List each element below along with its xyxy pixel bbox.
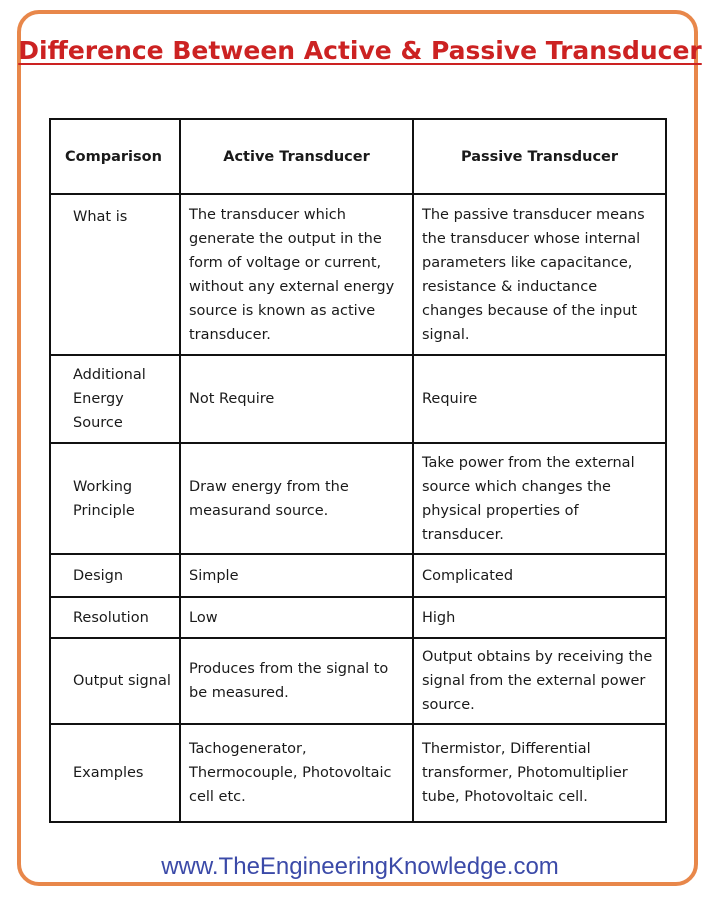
row-label: Output signal <box>50 638 180 724</box>
page-title: Difference Between Active & Passive Transducer <box>18 36 702 65</box>
row-label: Working Principle <box>50 443 180 554</box>
active-cell: Draw energy from the measurand source. <box>180 443 413 554</box>
table-row <box>50 443 666 554</box>
passive-cell: Thermistor, Differential transformer, Photomultiplier tube, Photovoltaic cell. <box>413 724 666 822</box>
header-active-transducer: Active Transducer <box>180 119 413 194</box>
row-label: Design <box>50 554 180 597</box>
table-row <box>50 597 666 638</box>
table-row <box>50 554 666 597</box>
row-label: What is <box>50 194 180 355</box>
row-label: Examples <box>50 724 180 822</box>
table-header-row <box>50 119 666 194</box>
passive-cell: The passive transducer means the transducer whose internal parameters like capacitance, resistance & inductance changes because of the input signal. <box>413 194 666 355</box>
active-cell: Not Require <box>180 355 413 443</box>
active-cell: Tachogenerator, Thermocouple, Photovoltaic cell etc. <box>180 724 413 822</box>
table-row <box>50 724 666 822</box>
active-cell: Low <box>180 597 413 638</box>
comparison-table <box>49 118 667 823</box>
footer-url: www.TheEngineeringKnowledge.com <box>161 853 559 880</box>
row-label: Additional Energy Source <box>50 355 180 443</box>
row-label: Resolution <box>50 597 180 638</box>
header-comparison: Comparison <box>50 119 180 194</box>
table-row <box>50 194 666 355</box>
header-passive-transducer: Passive Transducer <box>413 119 666 194</box>
passive-cell: High <box>413 597 666 638</box>
table-row <box>50 638 666 724</box>
active-cell: The transducer which generate the output in the form of voltage or current, without any external energy source is known as active transducer. <box>180 194 413 355</box>
passive-cell: Output obtains by receiving the signal from the external power source. <box>413 638 666 724</box>
passive-cell: Require <box>413 355 666 443</box>
active-cell: Produces from the signal to be measured. <box>180 638 413 724</box>
active-cell: Simple <box>180 554 413 597</box>
passive-cell: Take power from the external source which changes the physical properties of transducer. <box>413 443 666 554</box>
table-row <box>50 355 666 443</box>
passive-cell: Complicated <box>413 554 666 597</box>
